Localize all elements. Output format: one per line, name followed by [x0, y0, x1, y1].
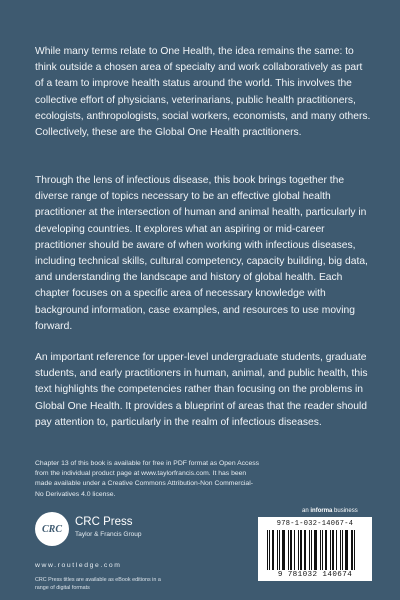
isbn-label: 978-1-032-14067-4 — [276, 520, 354, 528]
barcode-bar — [290, 530, 292, 570]
barcode-bar — [309, 530, 310, 570]
barcode-bar — [300, 530, 302, 570]
barcode-bar — [304, 530, 306, 570]
barcode-bar — [351, 530, 353, 570]
publisher-group: Taylor & Francis Group — [75, 531, 142, 538]
ebook-note: CRC Press titles are available as eBook editions in a range of digital formats — [35, 577, 161, 591]
informa-brand: informa — [310, 508, 333, 514]
informa-prefix: an — [302, 508, 309, 514]
barcode-bar — [311, 530, 312, 570]
informa-business-tag — [302, 508, 358, 514]
barcode-bar — [330, 530, 331, 570]
barcode-bar — [336, 530, 337, 570]
crc-badge-text: CRC — [41, 523, 62, 535]
blurb-paragraph-1: While many terms relate to One Health, the idea remains the same: to think outside a chosen area of specialty and work collaboratively as part of a team to improve health status around the world. This involves the collective effort of physicians, veterinarians, public health practitioners, ecologists, anthropologists, social workers, economists, and many others. Collectively, these are the Global One Health practitioners. — [35, 46, 371, 139]
barcode-bar — [267, 530, 268, 570]
barcode-bar — [282, 530, 285, 570]
publisher-logo — [35, 512, 155, 552]
barcode-bar — [354, 530, 355, 570]
blurb-paragraph-3: An important reference for upper-level undergraduate students, graduate students, and early practitioners in human, animal, and public health, this text highlights the competencies rather than focusing on the problems in Global One Health. It provides a blueprint of areas that the reader should pay attention to, particularly in the realm of infectious diseases. — [35, 352, 368, 428]
barcode-bar — [279, 530, 280, 570]
barcode-bar — [320, 530, 321, 570]
barcode-bar — [345, 530, 348, 570]
barcode-bar — [322, 530, 323, 570]
publisher-name: CRC Press — [75, 516, 133, 528]
crc-badge-icon — [35, 512, 69, 546]
barcode-bar — [314, 530, 317, 570]
isbn-digits: 9 781032 140674 — [277, 571, 353, 579]
open-access-note: Chapter 13 of this book is available for free in PDF format as Open Access from the individual product page at www.taylorfrancis.com. It has been made available under a Creative Commons Attribution-Non Commercial-No Derivatives 4.0 license. — [35, 460, 260, 498]
barcode-bars — [267, 530, 363, 570]
publisher-website: www.routledge.com — [35, 562, 122, 569]
barcode-bar — [272, 530, 274, 570]
barcode-bar — [288, 530, 289, 570]
barcode-bar — [294, 530, 295, 570]
barcode-bar — [269, 530, 270, 570]
barcode-bar — [342, 530, 343, 570]
barcode-bar — [332, 530, 334, 570]
barcode-bar — [340, 530, 341, 570]
informa-suffix: business — [334, 508, 358, 514]
barcode-bar — [325, 530, 327, 570]
blurb-paragraph-2: Through the lens of infectious disease, this book brings together the diverse range of topics necessary to be an effective global health practitioner at the intersection of human and animal health, particularly in developing countries. It explores what an aspiring or mid-career practitioner should be aware of when working with infectious diseases, including technical skills, cultural competency, capacity building, big data, and understanding the landscape and history of global health. Each chapter focuses on a specific area of necessary knowledge with background information, case examples, and resources to use moving forward. — [35, 175, 368, 332]
barcode-bar — [298, 530, 299, 570]
barcode-bar — [277, 530, 278, 570]
isbn-barcode — [258, 517, 372, 581]
